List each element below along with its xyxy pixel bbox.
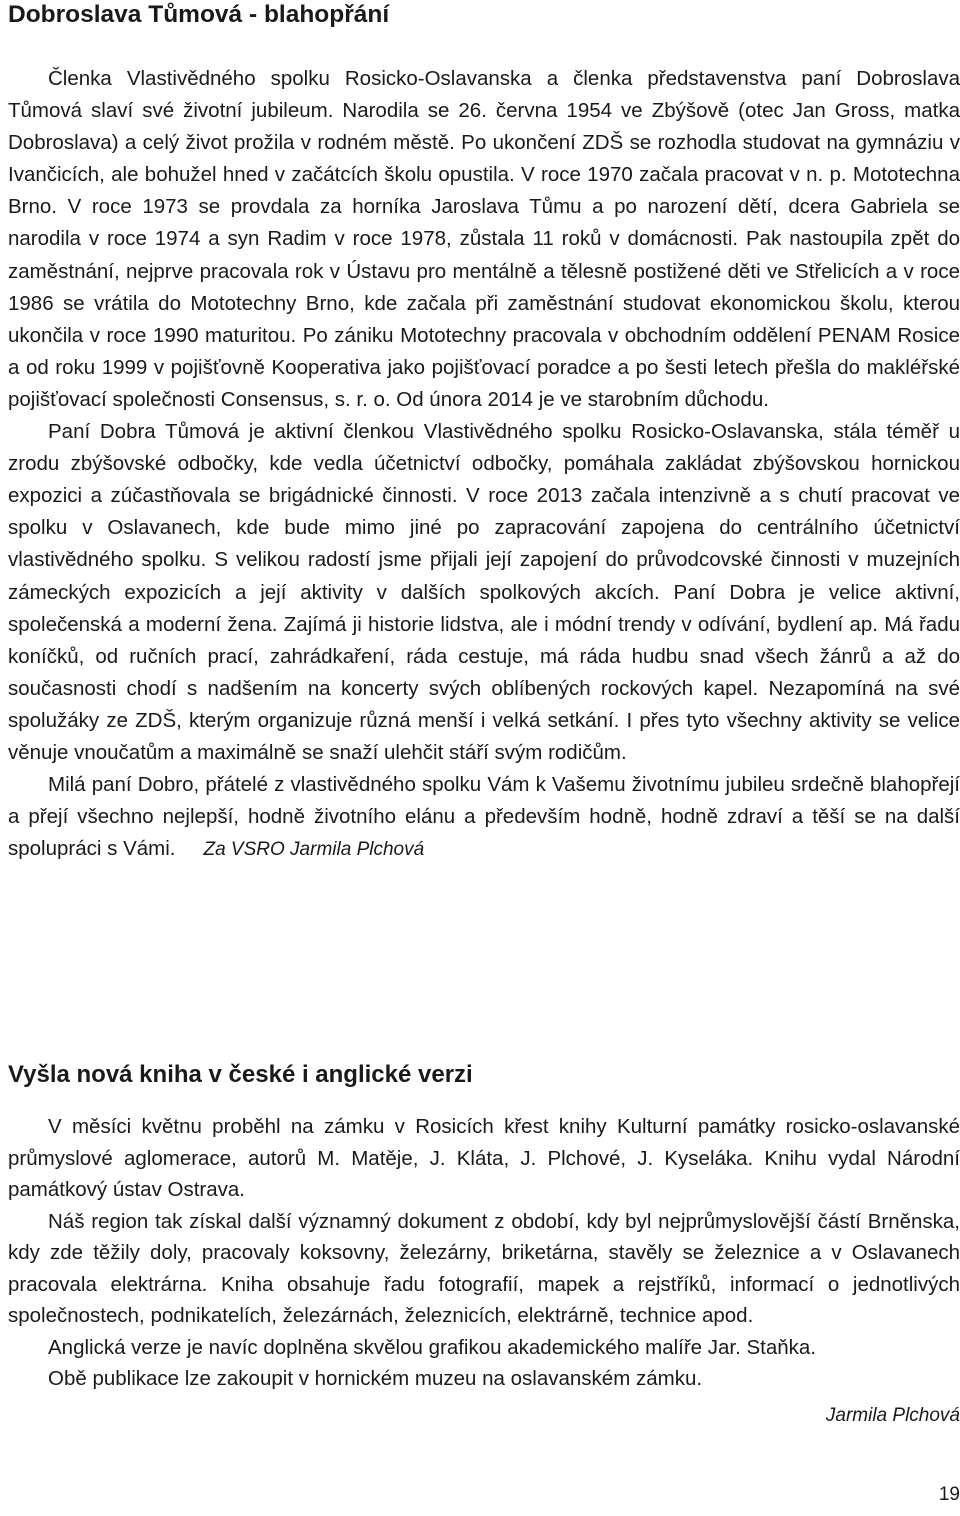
page-number: 19 xyxy=(938,1484,960,1505)
paragraph-closing xyxy=(8,769,960,866)
section-title: Vyšla nová kniha v české i anglické verzi xyxy=(8,1061,473,1088)
article-body xyxy=(8,63,960,866)
paragraph: Obě publikace lze zakoupit v hornickém muzeu na oslavanském zámku. xyxy=(48,1367,703,1390)
paragraph: V měsíci květnu proběhl na zámku v Rosicích křest knihy Kulturní památky rosicko-oslavanské průmyslové aglomerace, autorů M. Matěje, J. Kláta, J. Plchové, J. Kyseláka. Knihu vydal Národní památkový ústav Ostrava. xyxy=(8,1115,960,1201)
paragraph: Anglická verze je navíc doplněna skvělou grafikou akademického malíře Jar. Staňka. xyxy=(48,1335,817,1359)
paragraph: Náš region tak získal další významný dokument z období, kdy byl nejprůmyslovější částí Brněnska, kdy zde těžily doly, pracovaly koksovny, železárny, briketárna, stavěly se železnice a v Oslavanech pracovala elektrárna. Kniha obsahuje řadu fotografií, mapek a rejstříků, informací o jednotlivých společnostech, podnikatelích, železárnách, železnicích, elektrárně, technice apod. xyxy=(8,1209,960,1327)
document-page xyxy=(8,0,960,1516)
article-title: Dobroslava Tůmová - blahopřání xyxy=(8,1,390,28)
paragraph: Členka Vlastivědného spolku Rosicko-Oslavanska a členka představenstva paní Dobroslava Tůmová slaví své životní jubileum. Narodila se 26. června 1954 ve Zbýšově (otec Jan Gross, matka Dobroslava) a celý život prožila v rodném městě. Po ukončení ZDŠ se rozhodla studovat na gymnáziu v Ivančicích, ale bohužel hned v začátcích školu opustila. V roce 1970 začala pracovat v n. p. Mototechna Brno. V roce 1973 se provdala za horníka Jaroslava Tůmu a po narození dětí, dcera Gabriela se narodila v roce 1974 a syn Radim v roce 1978, zůstala 11 roků v domácnosti. Pak nastoupila zpět do zaměstnání, nejprve pracovala rok v Ústavu pro mentálně a tělesně postižené děti ve Střelicích a v roce 1986 se vrátila do Mototechny Brno, kde začala při zaměstnání studovat ekonomickou školu, kterou ukončila v roce 1990 maturitou. Po zániku Mototechny pracovala v obchodním oddělení PENAM Rosice a od roku 1999 v pojišťovně Kooperativa jako pojišťovací poradce a po šesti letech přešla do makléřské pojišťovací společnosti Consensus, s. r. o. Od února 2014 je ve starobním důchodu. xyxy=(8,67,960,411)
author-signature: Jarmila Plchová xyxy=(825,1405,960,1426)
author-signature: Za VSRO Jarmila Plchová xyxy=(203,839,425,861)
paragraph-text: Milá paní Dobro, přátelé z vlastivědného spolku Vám k Vašemu životnímu jubileu srdečně blahopřejí a přejí všechno nejlepší, hodně životního elánu a především hodně, hodně zdraví a těší se na další spolupráci s Vámi. xyxy=(8,773,960,861)
article-body xyxy=(8,1111,960,1395)
paragraph: Paní Dobra Tůmová je aktivní členkou Vlastivědného spolku Rosicko-Oslavanska, stála téměř u zrodu zbýšovské odbočky, kde vedla účetnictví odbočky, pomáhala zakládat zbýšovskou hornickou expozici a zúčastňovala se brigádnické činnosti. V roce 2013 začala intenzivně a s chutí pracovat ve spolku v Oslavanech, kde bude mimo jiné po zapracování zapojena do centrálního účetnictví vlastivědného spolku. S velikou radostí jsme přijali její zapojení do průvodcovské činnosti v muzejních zámeckých expozicích a její aktivity v dalších spolkových akcích. Paní Dobra je velice aktivní, společenská a moderní žena. Zajímá ji historie lidstva, ale i módní trendy v odívání, bydlení ap. Má řadu koníčků, od ručních prací, zahrádkaření, ráda cestuje, má ráda hudbu snad všech žánrů a až do současnosti chodí s nadšením na koncerty svých oblíbených rockových kapel. Nezapomíná na své spolužáky ze ZDŠ, kterým organizuje různá menší i velká setkání. I přes tyto všechny aktivity se velice věnuje vnoučatům a maximálně se snaží ulehčit stáří svým rodičům. xyxy=(8,420,960,764)
